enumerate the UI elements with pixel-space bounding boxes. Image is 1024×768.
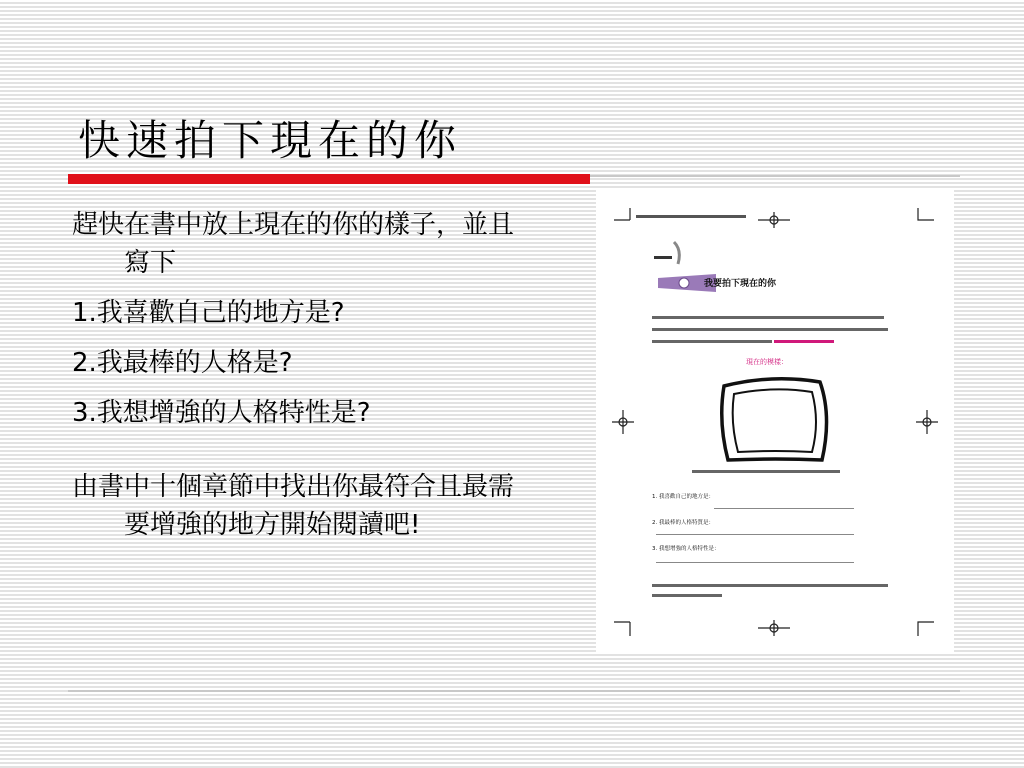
answer-line — [714, 508, 854, 509]
question-item-1: 1.我喜歡自己的地方是? — [72, 298, 345, 328]
answer-line — [656, 562, 854, 563]
title-rule-grey — [590, 175, 960, 177]
worksheet-footer-lines — [652, 584, 888, 597]
crop-marks — [612, 208, 938, 636]
worksheet-question-2: 2. 我最棒的人格特質是： — [652, 520, 714, 526]
worksheet-question-3: 3. 我想增強的人格特性是： — [652, 546, 720, 552]
question-item-2: 2.我最棒的人格是? — [72, 348, 293, 378]
instruction-paragraph: 趕快在書中放上現在的你的樣子，並且寫下 — [72, 210, 515, 278]
worksheet-question-1: 1. 我喜歡自己的地方是： — [652, 494, 714, 500]
worksheet-heading: 我要拍下現在的你 — [704, 279, 777, 289]
worksheet-header-lines — [636, 215, 746, 218]
answer-line — [656, 534, 854, 535]
photo-frame — [722, 379, 827, 460]
worksheet-paragraph-lines — [652, 316, 888, 343]
bottom-rule — [68, 690, 960, 692]
photo-caption-line — [692, 470, 840, 473]
slide-title: 快速拍下現在的你 — [78, 116, 463, 165]
photo-label: 現在的模樣： — [746, 358, 788, 366]
slide-body — [72, 206, 532, 556]
title-rule-red — [68, 174, 590, 184]
closing-paragraph: 由書中十個章節中找出你最符合且最需要增強的地方開始閱讀吧! — [72, 472, 515, 540]
worksheet-drawing — [596, 190, 954, 654]
question-item-3: 3.我想增強的人格特性是? — [72, 398, 371, 428]
worksheet-image — [596, 190, 954, 654]
pencil-icon — [654, 242, 679, 264]
